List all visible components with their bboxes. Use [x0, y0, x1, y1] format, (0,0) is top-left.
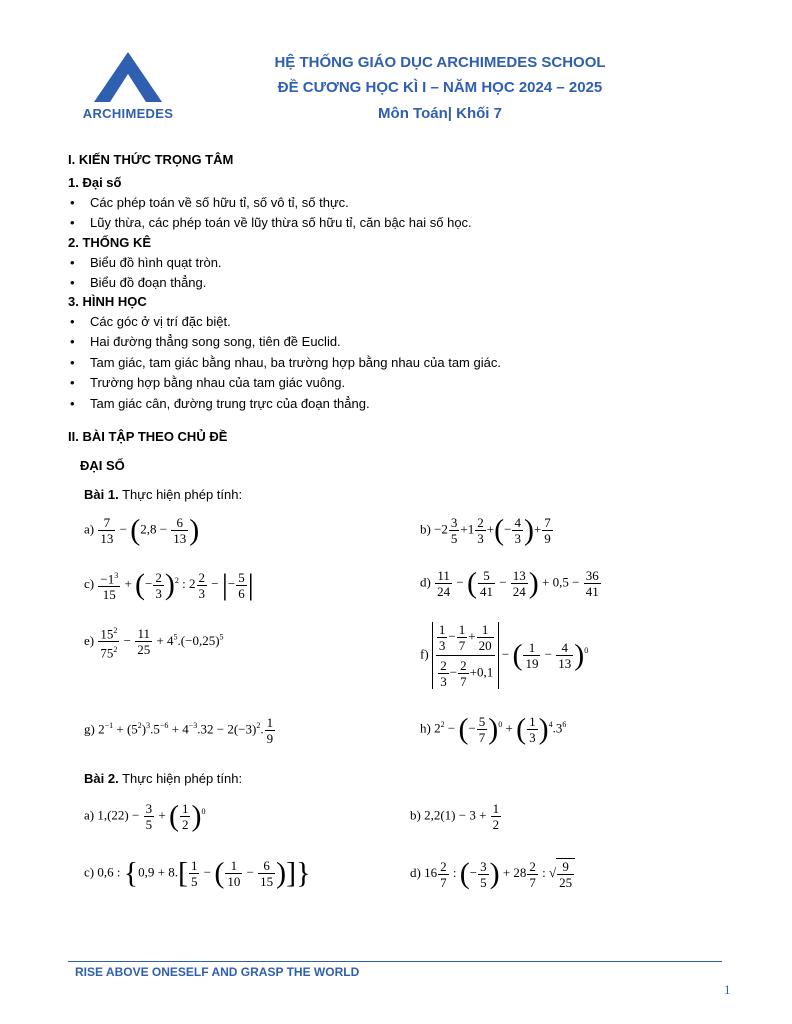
archimedes-logo-icon	[72, 48, 184, 106]
bullet-icon: •	[70, 334, 75, 349]
header-subject: Môn Toán| Khối 7	[378, 105, 502, 122]
footer-divider	[68, 961, 722, 962]
bullet-icon: •	[70, 375, 75, 390]
math-1f: f) $\frac{1}{3}$ − $\frac{1}{7}$ + $\frac{1}{20}$ $\frac{2}{3}$ − $\frac{2}{7}$ +0,1 − ( $\frac{1}{19}$ − $\frac{4}{13}$ )$^0$	[420, 622, 589, 689]
page-number: 1	[724, 982, 731, 997]
exercise-2-heading: Bài 2. Thực hiện phép tính:	[84, 771, 243, 786]
bullet-icon: •	[70, 255, 75, 270]
math-1b: b) −2 $\frac{3}{5}$ +1 $\frac{2}{3}$ +(− $\frac{4}{3}$ )+ $\frac{7}{9}$	[420, 513, 551, 547]
list-item: • Tam giác cân, đường trung trực của đoạn thẳng.	[70, 396, 370, 411]
list-item: • Hai đường thẳng song song, tiên đề Euclid.	[70, 334, 341, 349]
math-1a: a) $\frac{7}{13}$ − (2,8 − $\frac{6}{13}$ )	[84, 513, 200, 547]
list-item: • Biểu đồ đoạn thẳng.	[70, 275, 207, 290]
subsection-statistics: 2. THỐNG KÊ	[68, 235, 152, 250]
header-title: ĐỀ CƯƠNG HỌC KÌ I – NĂM HỌC 2024 – 2025	[277, 79, 603, 96]
math-1h: h) $2^2$ − (− $\frac{5}{7}$ )$^0$ + ( $\frac{1}{3}$ )$^4.3^6$	[420, 712, 567, 746]
bullet-icon: •	[70, 355, 75, 370]
math-2c: c) 0,6 : {0,9 + 8.[ $\frac{1}{5}$ − ( $\frac{1}{10}$ − $\frac{6}{15}$ )]}	[84, 856, 311, 890]
math-2d: d) 16 $\frac{2}{7}$ : (− $\frac{3}{5}$ ) + 28 $\frac{2}{7}$ : √ $\frac{9}{25}$	[410, 858, 575, 890]
logo-text: ARCHIMEDES	[82, 106, 174, 121]
section-1-title: I. KIẾN THỨC TRỌNG TÂM	[68, 152, 234, 167]
list-item: • Tam giác, tam giác bằng nhau, ba trường hợp bằng nhau của tam giác.	[70, 355, 501, 370]
subsection-algebra: 1. Đại số	[68, 175, 122, 190]
math-1c: c) $\frac{-1^3}{15}$ + (− $\frac{2}{3}$ )$^2$ : 2 $\frac{2}{3}$ − |− $\frac{5}{6}$ |	[84, 568, 254, 603]
list-item: • Trường hợp bằng nhau của tam giác vuông.	[70, 375, 346, 390]
section-2-title: II. BÀI TẬP THEO CHỦ ĐỀ	[68, 429, 228, 444]
list-item: • Các phép toán về số hữu tỉ, số vô tỉ, số thực.	[70, 195, 349, 210]
bullet-icon: •	[70, 275, 75, 290]
header-school-name: HỆ THỐNG GIÁO DỤC ARCHIMEDES SCHOOL	[274, 54, 606, 71]
math-1d: d) $\frac{11}{24}$ − ( $\frac{5}{41}$ − $\frac{13}{24}$ ) + 0,5 − $\frac{36}{41}$	[420, 566, 599, 600]
list-item: • Lũy thừa, các phép toán về lũy thừa số hữu tỉ, căn bậc hai số học.	[70, 215, 472, 230]
subsection-geometry: 3. HÌNH HỌC	[68, 294, 147, 309]
school-logo	[72, 48, 184, 128]
list-item: • Các góc ở vị trí đặc biệt.	[70, 314, 231, 329]
bullet-icon: •	[70, 314, 75, 329]
math-2b: b) 2,2(1) − 3 + $\frac{1}{2}$	[410, 801, 500, 832]
math-2a: a) 1,(22) − $\frac{3}{5}$ + ( $\frac{1}{2}$ )$^0$	[84, 799, 206, 833]
list-item: • Biểu đồ hình quạt tròn.	[70, 255, 222, 270]
footer-motto: RISE ABOVE ONESELF AND GRASP THE WORLD	[75, 965, 360, 979]
exercise-1-heading: Bài 1. Thực hiện phép tính:	[84, 487, 243, 502]
math-1g: g) $2^{-1} + (5^2)^3.5^{-6} + 4^{-3}.32 - 2(-3)^2$. $\frac{1}{9}$	[84, 715, 274, 746]
math-1e: e) $\frac{15^2}{75^2}$ − $\frac{11}{25}$ + $4^5.(-0,25)^5$	[84, 623, 224, 661]
topic-algebra: ĐẠI SỐ	[80, 458, 125, 473]
bullet-icon: •	[70, 396, 75, 411]
bullet-icon: •	[70, 215, 75, 230]
bullet-icon: •	[70, 195, 75, 210]
